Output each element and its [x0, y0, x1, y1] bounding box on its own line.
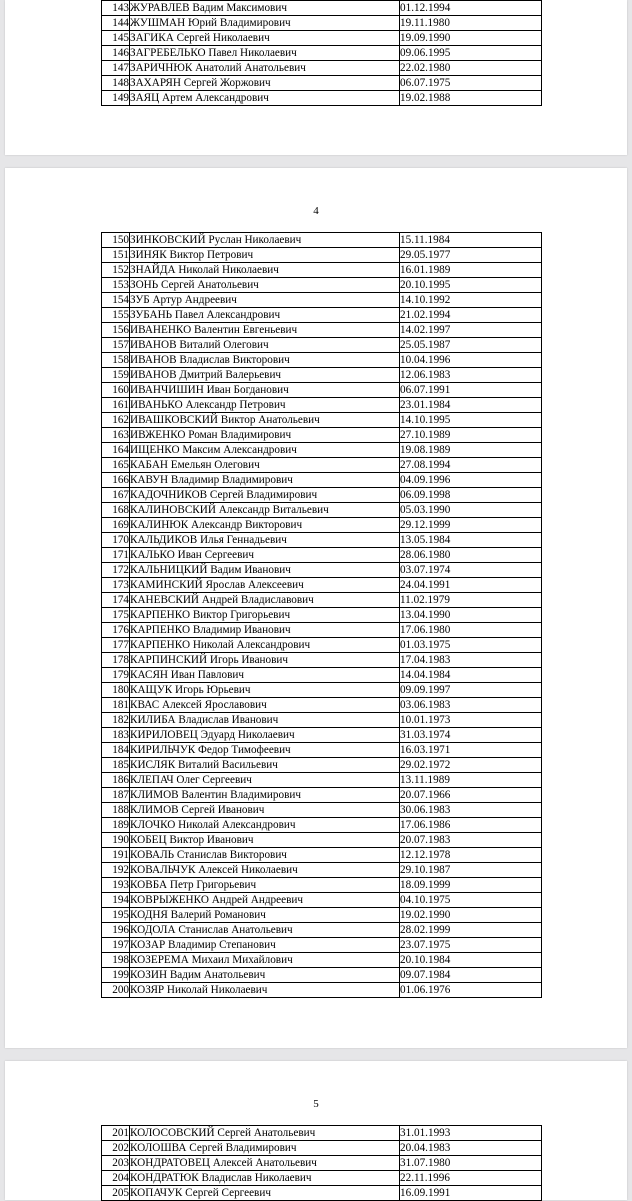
- table-row: [102, 488, 542, 503]
- birth-date: 17.04.1983: [400, 653, 542, 668]
- table-row: [102, 458, 542, 473]
- row-number: 143: [102, 1, 130, 16]
- birth-date: 20.10.1995: [400, 278, 542, 293]
- birth-date: 10.04.1996: [400, 353, 542, 368]
- table-row: [102, 968, 542, 983]
- full-name: КАНЕВСКИЙ Андрей Владиславович: [130, 593, 400, 608]
- row-number: 165: [102, 458, 130, 473]
- page-number: 4: [313, 205, 319, 217]
- row-number: 154: [102, 293, 130, 308]
- birth-date: 03.07.1974: [400, 563, 542, 578]
- row-number: 156: [102, 323, 130, 338]
- table-row: [102, 593, 542, 608]
- document-page-5: [5, 1061, 627, 1200]
- full-name: КАРПЕНКО Владимир Иванович: [130, 623, 400, 638]
- row-number: 200: [102, 983, 130, 998]
- table-row: [102, 383, 542, 398]
- row-number: 158: [102, 353, 130, 368]
- full-name: КОБЕЦ Виктор Иванович: [130, 833, 400, 848]
- birth-date: 20.07.1983: [400, 833, 542, 848]
- table-row: [102, 413, 542, 428]
- full-name: ЗАРИЧНЮК Анатолий Анатольевич: [130, 61, 400, 76]
- row-number: 171: [102, 548, 130, 563]
- birth-date: 30.06.1983: [400, 803, 542, 818]
- row-number: 202: [102, 1141, 130, 1156]
- table-row: [102, 788, 542, 803]
- table-row: [102, 818, 542, 833]
- row-number: 151: [102, 248, 130, 263]
- birth-date: 06.09.1998: [400, 488, 542, 503]
- full-name: ИВАНЧИШИН Иван Богданович: [130, 383, 400, 398]
- table-row: [102, 578, 542, 593]
- row-number: 181: [102, 698, 130, 713]
- table-row: [102, 248, 542, 263]
- row-number: 160: [102, 383, 130, 398]
- full-name: КАЩУК Игорь Юрьевич: [130, 683, 400, 698]
- birth-date: 16.09.1991: [400, 1186, 542, 1201]
- row-number: 174: [102, 593, 130, 608]
- table-row: [102, 1141, 542, 1156]
- full-name: КАЛЬДИКОВ Илья Геннадьевич: [130, 533, 400, 548]
- birth-date: 28.06.1980: [400, 548, 542, 563]
- birth-date: 23.07.1975: [400, 938, 542, 953]
- birth-date: 25.05.1987: [400, 338, 542, 353]
- table-row: [102, 1171, 542, 1186]
- birth-date: 16.03.1971: [400, 743, 542, 758]
- row-number: 163: [102, 428, 130, 443]
- birth-date: 31.07.1980: [400, 1156, 542, 1171]
- full-name: ИВАНЬКО Александр Петрович: [130, 398, 400, 413]
- table-row: [102, 923, 542, 938]
- birth-date: 19.09.1990: [400, 31, 542, 46]
- table-row: [102, 983, 542, 998]
- table-row: [102, 548, 542, 563]
- document-page-3: [5, 0, 627, 155]
- birth-date: 09.09.1997: [400, 683, 542, 698]
- row-number: 198: [102, 953, 130, 968]
- personnel-table: [101, 232, 542, 998]
- full-name: ИЩЕНКО Максим Александрович: [130, 443, 400, 458]
- table-row: [102, 278, 542, 293]
- table-row: [102, 1, 542, 16]
- full-name: ЗАЯЦ Артем Александрович: [130, 91, 400, 106]
- table-row: [102, 863, 542, 878]
- full-name: ЗАХАРЯН Сергей Жоржович: [130, 76, 400, 91]
- table-row: [102, 953, 542, 968]
- row-number: 157: [102, 338, 130, 353]
- full-name: КЛИМОВ Сергей Иванович: [130, 803, 400, 818]
- table-row: [102, 938, 542, 953]
- birth-date: 19.08.1989: [400, 443, 542, 458]
- birth-date: 13.11.1989: [400, 773, 542, 788]
- full-name: КАРПЕНКО Николай Александрович: [130, 638, 400, 653]
- full-name: КОЗЕРЕМА Михаил Михайлович: [130, 953, 400, 968]
- full-name: КОЗАР Владимир Степанович: [130, 938, 400, 953]
- full-name: КАЛИНОВСКИЙ Александр Витальевич: [130, 503, 400, 518]
- birth-date: 29.02.1972: [400, 758, 542, 773]
- table-row: [102, 76, 542, 91]
- row-number: 188: [102, 803, 130, 818]
- full-name: КАСЯН Иван Павлович: [130, 668, 400, 683]
- birth-date: 17.06.1986: [400, 818, 542, 833]
- row-number: 186: [102, 773, 130, 788]
- birth-date: 17.06.1980: [400, 623, 542, 638]
- row-number: 195: [102, 908, 130, 923]
- table-row: [102, 653, 542, 668]
- birth-date: 29.10.1987: [400, 863, 542, 878]
- full-name: КАДОЧНИКОВ Сергей Владимирович: [130, 488, 400, 503]
- full-name: КАЛЬКО Иван Сергеевич: [130, 548, 400, 563]
- birth-date: 12.12.1978: [400, 848, 542, 863]
- birth-date: 05.03.1990: [400, 503, 542, 518]
- table-row: [102, 698, 542, 713]
- birth-date: 01.12.1994: [400, 1, 542, 16]
- table-row: [102, 293, 542, 308]
- table-row: [102, 803, 542, 818]
- table-row: [102, 61, 542, 76]
- row-number: 203: [102, 1156, 130, 1171]
- row-number: 178: [102, 653, 130, 668]
- full-name: КОНДРАТЮК Владислав Николаевич: [130, 1171, 400, 1186]
- row-number: 147: [102, 61, 130, 76]
- table-row: [102, 683, 542, 698]
- row-number: 194: [102, 893, 130, 908]
- birth-date: 18.09.1999: [400, 878, 542, 893]
- full-name: КИСЛЯК Виталий Васильевич: [130, 758, 400, 773]
- birth-date: 14.10.1995: [400, 413, 542, 428]
- table-row: [102, 233, 542, 248]
- table-row: [102, 443, 542, 458]
- birth-date: 16.01.1989: [400, 263, 542, 278]
- full-name: ЗАГИКА Сергей Николаевич: [130, 31, 400, 46]
- full-name: КОВАЛЬ Станислав Викторович: [130, 848, 400, 863]
- row-number: 172: [102, 563, 130, 578]
- row-number: 182: [102, 713, 130, 728]
- table-row: [102, 503, 542, 518]
- birth-date: 27.08.1994: [400, 458, 542, 473]
- table-row: [102, 563, 542, 578]
- full-name: КАМИНСКИЙ Ярослав Алексеевич: [130, 578, 400, 593]
- birth-date: 21.02.1994: [400, 308, 542, 323]
- birth-date: 20.07.1966: [400, 788, 542, 803]
- row-number: 201: [102, 1126, 130, 1141]
- row-number: 204: [102, 1171, 130, 1186]
- row-number: 161: [102, 398, 130, 413]
- table-row: [102, 91, 542, 106]
- row-number: 167: [102, 488, 130, 503]
- full-name: КЛОЧКО Николай Александрович: [130, 818, 400, 833]
- full-name: КОДНЯ Валерий Романович: [130, 908, 400, 923]
- row-number: 191: [102, 848, 130, 863]
- table-row: [102, 848, 542, 863]
- birth-date: 15.11.1984: [400, 233, 542, 248]
- birth-date: 13.04.1990: [400, 608, 542, 623]
- table-row: [102, 473, 542, 488]
- row-number: 168: [102, 503, 130, 518]
- birth-date: 10.01.1973: [400, 713, 542, 728]
- table-row: [102, 428, 542, 443]
- personnel-table: [101, 0, 542, 106]
- full-name: ЗУБ Артур Андреевич: [130, 293, 400, 308]
- row-number: 144: [102, 16, 130, 31]
- row-number: 179: [102, 668, 130, 683]
- birth-date: 03.06.1983: [400, 698, 542, 713]
- row-number: 152: [102, 263, 130, 278]
- full-name: ЖУРАВЛЕВ Вадим Максимович: [130, 1, 400, 16]
- table-row: [102, 16, 542, 31]
- table-row: [102, 1126, 542, 1141]
- full-name: КАРПИНСКИЙ Игорь Иванович: [130, 653, 400, 668]
- full-name: КЛЕПАЧ Олег Сергеевич: [130, 773, 400, 788]
- full-name: КАВУН Владимир Владимирович: [130, 473, 400, 488]
- table-row: [102, 893, 542, 908]
- birth-date: 09.06.1995: [400, 46, 542, 61]
- row-number: 155: [102, 308, 130, 323]
- table-row: [102, 31, 542, 46]
- birth-date: 29.05.1977: [400, 248, 542, 263]
- full-name: ИВАНОВ Виталий Олегович: [130, 338, 400, 353]
- table-row: [102, 46, 542, 61]
- birth-date: 22.02.1980: [400, 61, 542, 76]
- full-name: ЗНАЙДА Николай Николаевич: [130, 263, 400, 278]
- full-name: КВАС Алексей Ярославович: [130, 698, 400, 713]
- birth-date: 31.01.1993: [400, 1126, 542, 1141]
- table-row: [102, 353, 542, 368]
- full-name: КОВРЫЖЕНКО Андрей Андреевич: [130, 893, 400, 908]
- row-number: 145: [102, 31, 130, 46]
- birth-date: 11.02.1979: [400, 593, 542, 608]
- row-number: 196: [102, 923, 130, 938]
- full-name: КИРИЛЬЧУК Федор Тимофеевич: [130, 743, 400, 758]
- full-name: ЗУБАНЬ Павел Александрович: [130, 308, 400, 323]
- table-row: [102, 533, 542, 548]
- table-row: [102, 338, 542, 353]
- row-number: 173: [102, 578, 130, 593]
- full-name: ИВАНОВ Владислав Викторович: [130, 353, 400, 368]
- table-row: [102, 638, 542, 653]
- row-number: 175: [102, 608, 130, 623]
- row-number: 176: [102, 623, 130, 638]
- table-row: [102, 713, 542, 728]
- table-row: [102, 1186, 542, 1201]
- birth-date: 24.04.1991: [400, 578, 542, 593]
- row-number: 150: [102, 233, 130, 248]
- full-name: КОЗЯР Николай Николаевич: [130, 983, 400, 998]
- table-row: [102, 773, 542, 788]
- row-number: 205: [102, 1186, 130, 1201]
- full-name: КАЛИНЮК Александр Викторович: [130, 518, 400, 533]
- full-name: КОНДРАТОВЕЦ Алексей Анатольевич: [130, 1156, 400, 1171]
- full-name: ИВАШКОВСКИЙ Виктор Анатольевич: [130, 413, 400, 428]
- page-number: 5: [313, 1098, 319, 1110]
- full-name: КИЛИБА Владислав Иванович: [130, 713, 400, 728]
- row-number: 187: [102, 788, 130, 803]
- full-name: КАБАН Емельян Олегович: [130, 458, 400, 473]
- row-number: 180: [102, 683, 130, 698]
- row-number: 169: [102, 518, 130, 533]
- full-name: КОПАЧУК Сергей Сергеевич: [130, 1186, 400, 1201]
- full-name: ЗОНЬ Сергей Анатольевич: [130, 278, 400, 293]
- document-page-4: [5, 168, 627, 1048]
- full-name: ЗИНЯК Виктор Петрович: [130, 248, 400, 263]
- personnel-table: [101, 1125, 542, 1201]
- birth-date: 28.02.1999: [400, 923, 542, 938]
- full-name: КОЗИН Вадим Анатольевич: [130, 968, 400, 983]
- full-name: ИВАНЕНКО Валентин Евгеньевич: [130, 323, 400, 338]
- row-number: 197: [102, 938, 130, 953]
- row-number: 193: [102, 878, 130, 893]
- full-name: КОЛОШВА Сергей Владимирович: [130, 1141, 400, 1156]
- birth-date: 23.01.1984: [400, 398, 542, 413]
- birth-date: 04.10.1975: [400, 893, 542, 908]
- row-number: 190: [102, 833, 130, 848]
- birth-date: 04.09.1996: [400, 473, 542, 488]
- table-row: [102, 743, 542, 758]
- table-row: [102, 398, 542, 413]
- row-number: 199: [102, 968, 130, 983]
- birth-date: 29.12.1999: [400, 518, 542, 533]
- birth-date: 20.10.1984: [400, 953, 542, 968]
- birth-date: 27.10.1989: [400, 428, 542, 443]
- birth-date: 14.10.1992: [400, 293, 542, 308]
- full-name: КАРПЕНКО Виктор Григорьевич: [130, 608, 400, 623]
- full-name: ИВАНОВ Дмитрий Валерьевич: [130, 368, 400, 383]
- birth-date: 14.02.1997: [400, 323, 542, 338]
- birth-date: 20.04.1983: [400, 1141, 542, 1156]
- full-name: КАЛЬНИЦКИЙ Вадим Иванович: [130, 563, 400, 578]
- birth-date: 09.07.1984: [400, 968, 542, 983]
- row-number: 153: [102, 278, 130, 293]
- row-number: 146: [102, 46, 130, 61]
- birth-date: 06.07.1991: [400, 383, 542, 398]
- row-number: 185: [102, 758, 130, 773]
- table-row: [102, 608, 542, 623]
- full-name: КОВАЛЬЧУК Алексей Николаевич: [130, 863, 400, 878]
- table-row: [102, 1156, 542, 1171]
- table-row: [102, 908, 542, 923]
- table-row: [102, 728, 542, 743]
- table-row: [102, 758, 542, 773]
- birth-date: 31.03.1974: [400, 728, 542, 743]
- full-name: ЗИНКОВСКИЙ Руслан Николаевич: [130, 233, 400, 248]
- full-name: КОВБА Петр Григорьевич: [130, 878, 400, 893]
- table-row: [102, 368, 542, 383]
- table-row: [102, 308, 542, 323]
- full-name: ИВЖЕНКО Роман Владимирович: [130, 428, 400, 443]
- row-number: 159: [102, 368, 130, 383]
- row-number: 184: [102, 743, 130, 758]
- birth-date: 01.06.1976: [400, 983, 542, 998]
- birth-date: 06.07.1975: [400, 76, 542, 91]
- table-row: [102, 623, 542, 638]
- full-name: КОДОЛА Станислав Анатольевич: [130, 923, 400, 938]
- full-name: КИРИЛОВЕЦ Эдуард Николаевич: [130, 728, 400, 743]
- row-number: 183: [102, 728, 130, 743]
- full-name: ЗАГРЕБЕЛЬКО Павел Николаевич: [130, 46, 400, 61]
- birth-date: 12.06.1983: [400, 368, 542, 383]
- row-number: 192: [102, 863, 130, 878]
- row-number: 189: [102, 818, 130, 833]
- birth-date: 14.04.1984: [400, 668, 542, 683]
- row-number: 148: [102, 76, 130, 91]
- full-name: КЛИМОВ Валентин Владимирович: [130, 788, 400, 803]
- row-number: 162: [102, 413, 130, 428]
- birth-date: 19.11.1980: [400, 16, 542, 31]
- table-row: [102, 518, 542, 533]
- row-number: 164: [102, 443, 130, 458]
- table-row: [102, 263, 542, 278]
- birth-date: 22.11.1996: [400, 1171, 542, 1186]
- birth-date: 13.05.1984: [400, 533, 542, 548]
- row-number: 166: [102, 473, 130, 488]
- row-number: 177: [102, 638, 130, 653]
- birth-date: 19.02.1990: [400, 908, 542, 923]
- row-number: 170: [102, 533, 130, 548]
- table-row: [102, 833, 542, 848]
- birth-date: 01.03.1975: [400, 638, 542, 653]
- birth-date: 19.02.1988: [400, 91, 542, 106]
- table-row: [102, 323, 542, 338]
- table-row: [102, 668, 542, 683]
- full-name: КОЛОСОВСКИЙ Сергей Анатольевич: [130, 1126, 400, 1141]
- table-row: [102, 878, 542, 893]
- row-number: 149: [102, 91, 130, 106]
- full-name: ЖУШМАН Юрий Владимирович: [130, 16, 400, 31]
